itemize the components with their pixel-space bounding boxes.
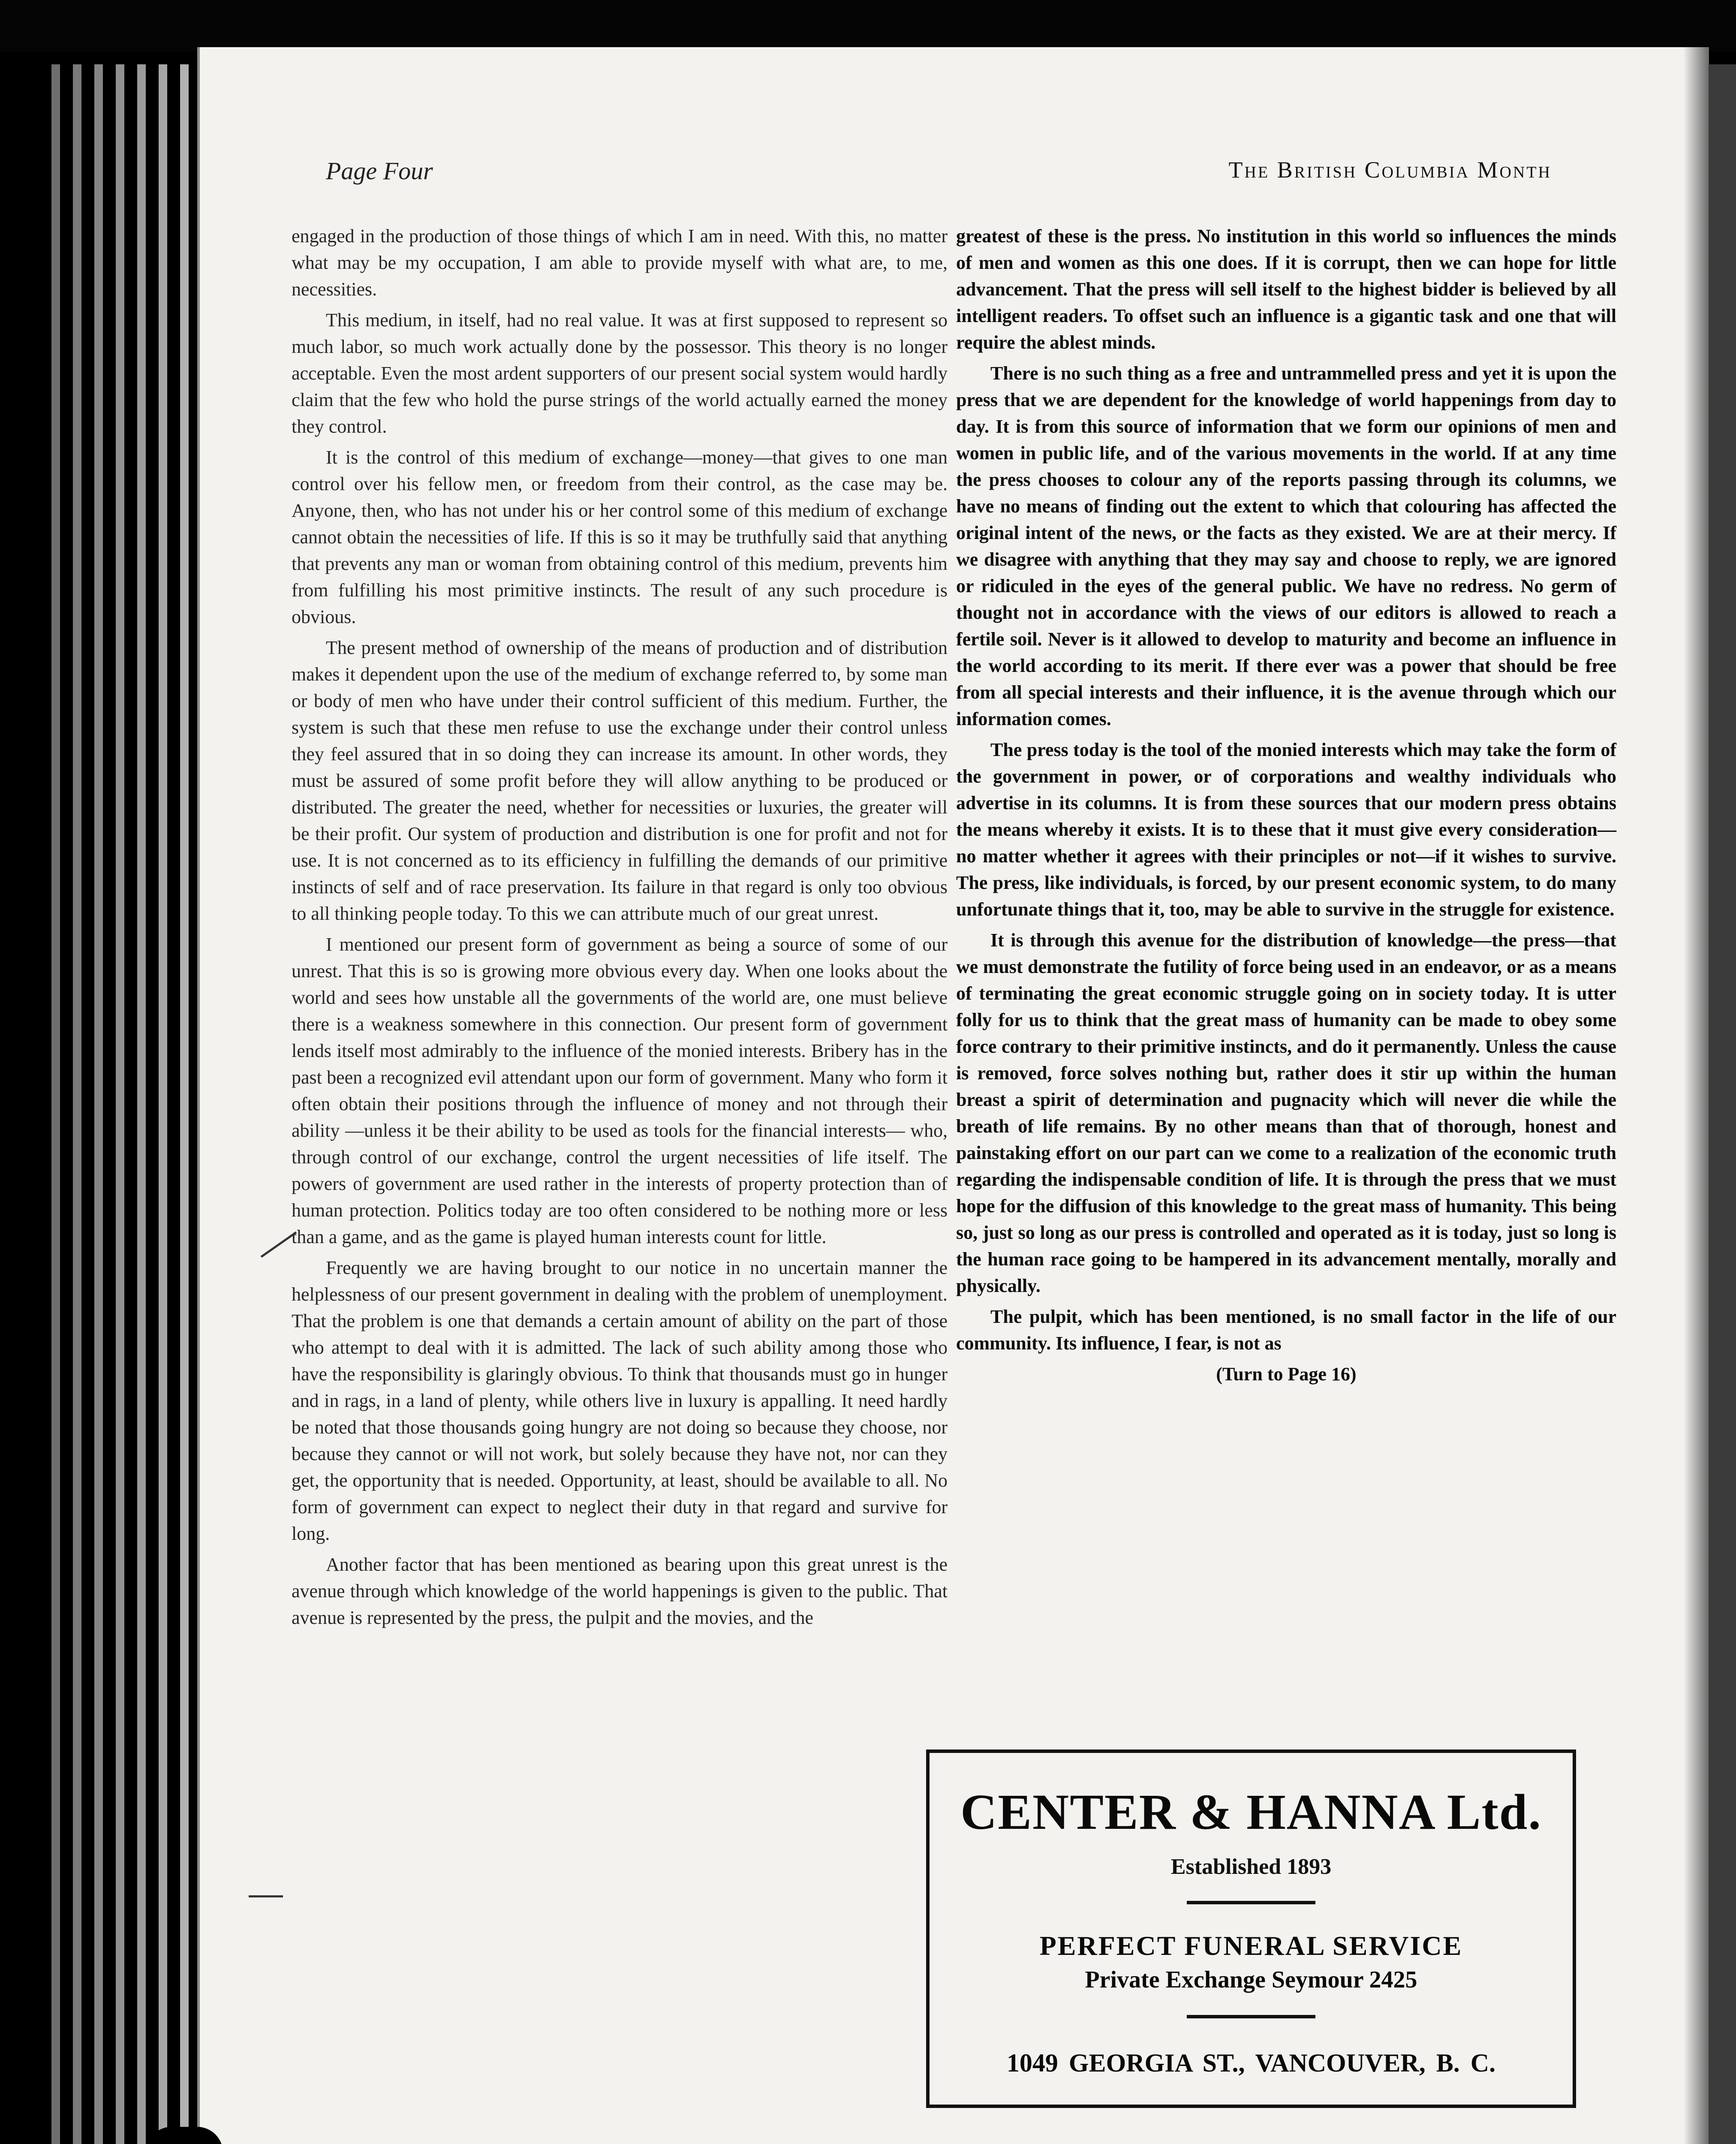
paragraph: It is the control of this medium of exchange—money—that gives to one man control over his fellow men, or freedom from their control, as the case may be. Anyone, then, who has not under his or her control some of this medium of exchange cannot obtain the necessities of life. If this is so it may be truthfully said that anything that prevents any man or woman from obtaining control of this medium, prevents him from fulfilling his most primitive instincts. The result of any such procedure is obvious.	[292, 447, 948, 627]
paragraph: The press today is the tool of the monied interests which may take the form of the government in power, or of corporations and wealthy individuals who advertise in its columns. It is from these sources that our modern press obtains the means whereby it exists. It is to these that it must give every consideration—no matter whether it agrees with their principles or not—if it wishes to survive. The press, like individuals, is forced, by our present economic system, to do many unfortunate things that it, too, may be able to survive in the struggle for existence.	[956, 739, 1616, 920]
paragraph: I mentioned our present form of government as being a source of some of our unrest. That this is so is growing more obvious every day. When one looks about the world and sees how unstable all the governments of the world are, one must believe there is a weakness somewhere in this connection. Our present form of government lends itself most admirably to the influence of the monied interests. Bribery has in the past been a recognized evil attendant upon our form of government. Many who form it often obtain their positions through the influence of money and not through their ability —unless it be their ability to be used as tools for the financial interests— who, through control of our exchange, control the urgent necessities of life itself. The powers of government are used rather in the interests of property protection than of human protection. Politics today are too often considered to be nothing more or less than a game, and as the game is played human interests count for little.	[292, 934, 948, 1247]
facing-page-edge	[1709, 64, 1736, 2144]
continuation-note: (Turn to Page 16)	[1216, 1364, 1357, 1385]
page-stack-edge	[51, 64, 60, 2144]
paragraph: This medium, in itself, had no real value. It was at first supposed to represent so much labor, so much work actually done by the possessor. This theory is no longer acceptable. Even the most ardent supporters of our present social system would hardly claim that the few who hold the purse strings of the world actually earned the money they control.	[292, 310, 948, 437]
ad-phone-line: Private Exchange Seymour 2425	[1085, 1966, 1417, 1993]
paragraph: The present method of ownership of the means of production and of distribution makes it dependent upon the use of the medium of exchange referred to, by some man or body of men who have under their control sufficient of this medium. Further, the system is such that these men refuse to use the exchange under their control unless they feel assured that in so doing they can increase its amount. In other words, they must be assured of some profit before they will allow anything to be produced or distributed. The greater the need, whether for necessities or luxuries, the greater will be their profit. Our system of production and distribution is one for profit and not for use. It is not concerned as to its efficiency in fulfilling the demands of our primitive instincts of self and of race preservation. Its failure in that regard is only too obvious to all thinking people today. To this we can attribute much of our great unrest.	[292, 637, 948, 924]
page-stack-edge	[94, 64, 103, 2144]
binding-gutter	[1683, 47, 1709, 2144]
page-stack-edge	[116, 64, 124, 2144]
ad-established: Established 1893	[1170, 1855, 1332, 1879]
ad-service-line: PERFECT FUNERAL SERVICE	[1039, 1930, 1463, 1961]
ad-divider	[1187, 1901, 1315, 1904]
paragraph: greatest of these is the press. No institution in this world so influences the minds of men and women as this one does. If it is corrupt, then we can hope for little advancement. That the press will sell itself to the highest bidder is believed by all intelligent readers. To offset such an influence is a gigantic task and one that will require the ablest minds.	[956, 226, 1616, 353]
page-stack-edge	[180, 64, 189, 2144]
left-text-column	[292, 223, 948, 1635]
paragraph: Another factor that has been mentioned as bearing upon this great unrest is the avenue through which knowledge of the world happenings is given to the public. That avenue is represented by the press, the pulpit and the movies, and the	[292, 1554, 948, 1628]
page-stack-edge	[159, 64, 167, 2144]
paragraph: engaged in the production of those things of which I am in need. With this, no matter what may be my occupation, I am able to provide myself with what are, to me, necessities.	[292, 226, 948, 300]
right-text-column	[956, 223, 1616, 1392]
paragraph: The pulpit, which has been mentioned, is no small factor in the life of our community. Its influence, I fear, is not as	[956, 1306, 1616, 1354]
publication-title-header: The British Columbia Month	[1228, 157, 1552, 183]
ad-address: 1049 GEORGIA ST., VANCOUVER, B. C.	[1006, 2049, 1496, 2077]
pencil-margin-mark	[249, 1895, 283, 1897]
film-border-top	[0, 0, 1736, 51]
paragraph: There is no such thing as a free and untrammelled press and yet it is upon the press that we are dependent for the knowledge of world happenings from day to day. It is from this source of information that we form our opinions of men and women in public life, and of the various movements in the world. If at any time the press chooses to colour any of the reports passing through its columns, we have no means of finding out the extent to which that colouring has affected the original intent of the news, or the facts as they existed. We are at their mercy. If we disagree with anything that they may say and choose to reply, we are ignored or ridiculed in the eyes of the general public. We have no redress. No germ of thought not in accordance with the views of our editors is allowed to reach a fertile soil. Never is it allowed to develop to maturity and become an influence in the world according to its merit. If there ever was a power that should be free from all special interests and their influence, it is the avenue through which our information comes.	[956, 363, 1616, 729]
paragraph: It is through this avenue for the distribution of knowledge—the press—that we must demonstrate the futility of force being used in an endeavor, or as a means of terminating the great economic struggle going on in society today. It is utter folly for us to think that the great mass of humanity can be made to obey some force contrary to their primitive instincts, and do it permanently. Unless the cause is removed, force solves nothing but, rather does it stir up within the human breast a spirit of determination and pugnacity which will never die while the breath of life remains. By no other means than that of thorough, honest and painstaking effort on our part can we come to a realization of the economic truth regarding the indispensable condition of life. It is through the press that we must hope for the diffusion of this knowledge to the great mass of humanity. This being so, just so long as our press is controlled and operated as it is today, just so long is the human race going to be hampered in its advancement mentally, morally and physically.	[956, 930, 1616, 1296]
paragraph: Frequently we are having brought to our notice in no uncertain manner the helplessness of our present government in dealing with the problem of unemployment. That the problem is one that demands a certain amount of ability on the part of those who attempt to deal with it is admitted. The lack of such ability among those who have the responsibility is glaringly obvious. To think that thousands must go in hunger and in rags, in a land of plenty, while others live in luxury is appalling. It need hardly be noted that those thousands going hungry are not doing so because they choose, nor because they cannot or will not work, but solely because they have not, nor can they get, the opportunity that is needed. Opportunity, at least, should be available to all. No form of government can expect to neglect their duty in that regard and survive for long.	[292, 1257, 948, 1544]
page-number-header: Page Four	[326, 157, 433, 185]
advertisement-box	[926, 1750, 1576, 2108]
page-stack-edge	[73, 64, 81, 2144]
ad-divider	[1187, 2015, 1315, 2018]
ad-company-name: CENTER & HANNA Ltd.	[960, 1784, 1542, 1840]
page-stack-edge	[137, 64, 146, 2144]
